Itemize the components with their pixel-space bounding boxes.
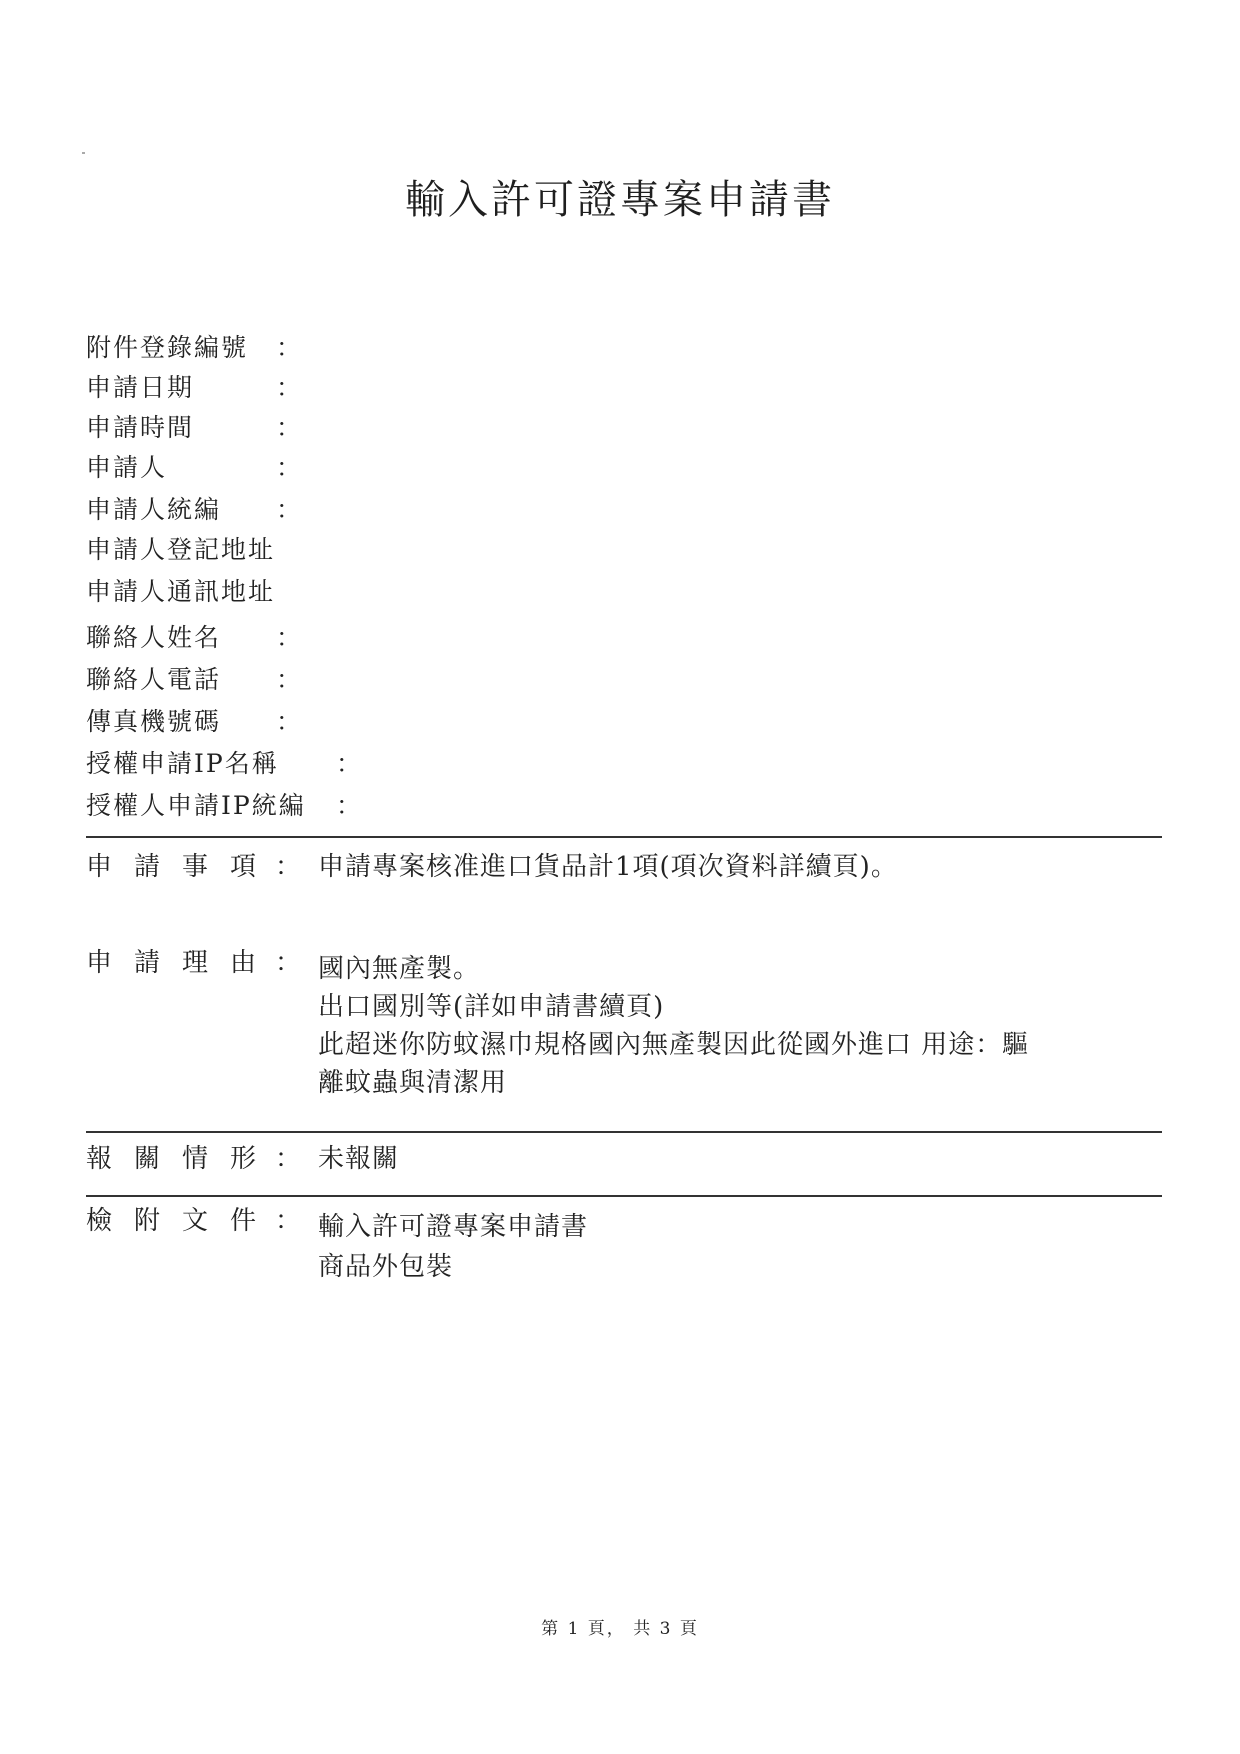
field-registered-address: 申請人登記地址	[86, 535, 276, 564]
label-char: 由	[230, 948, 259, 978]
field-colon: ：	[276, 453, 302, 482]
field-colon: ：	[276, 623, 302, 652]
field-attachment-reg-no: 附件登錄編號	[86, 333, 249, 362]
page-number-footer: 第 1 頁， 共 3 頁	[541, 1619, 699, 1639]
label-char: 情	[182, 1144, 211, 1174]
label-char: 關	[134, 1144, 163, 1174]
label-char: 申	[86, 948, 115, 978]
label-char: 項	[230, 852, 259, 882]
label-char: 請	[134, 948, 163, 978]
field-colon: ：	[276, 495, 302, 524]
field-colon: ：	[276, 707, 302, 736]
field-fax-number: 傳真機號碼	[86, 707, 222, 736]
attachment-item: 商品外包裝	[318, 1252, 454, 1282]
section-label-attachments	[86, 1200, 278, 1237]
section-label-customs-status	[86, 1138, 278, 1175]
scan-speck	[82, 152, 85, 154]
label-char: 事	[182, 852, 211, 882]
label-char: 文	[182, 1206, 211, 1236]
label-char: 件	[230, 1206, 259, 1236]
customs-status-value: 未報關	[318, 1144, 400, 1174]
field-applicant: 申請人	[86, 453, 168, 482]
label-char: 申	[86, 852, 115, 882]
section-divider	[86, 1131, 1162, 1133]
label-char: 檢	[86, 1206, 115, 1236]
field-colon: ：	[276, 665, 302, 694]
section-colon: ：	[275, 948, 302, 978]
reason-line: 國內無產製。	[318, 954, 481, 984]
label-char: 理	[182, 948, 211, 978]
field-colon: ：	[276, 373, 302, 402]
attachment-item: 輸入許可證專案申請書	[318, 1212, 589, 1242]
field-colon: ：	[336, 749, 362, 778]
section-label-application-reason	[86, 942, 278, 979]
reason-line: 此超迷你防蚊濕巾規格國內無產製因此從國外進口 用途：驅	[318, 1030, 1030, 1060]
field-authorized-ip-tax-id: 授權人申請IP統編	[86, 791, 306, 820]
section-label-application-item	[86, 846, 278, 883]
field-contact-name: 聯絡人姓名	[86, 623, 222, 652]
label-char: 形	[230, 1144, 259, 1174]
section-divider	[86, 836, 1162, 838]
reason-line: 出口國別等(詳如申請書續頁)	[318, 992, 665, 1022]
field-mailing-address: 申請人通訊地址	[86, 577, 276, 606]
field-contact-phone: 聯絡人電話	[86, 665, 222, 694]
label-char: 報	[86, 1144, 115, 1174]
field-colon: ：	[276, 413, 302, 442]
section-colon: ：	[275, 852, 302, 882]
field-applicant-tax-id: 申請人統編	[86, 495, 222, 524]
reason-line: 離蚊蟲與清潔用	[318, 1068, 508, 1098]
section-colon: ：	[275, 1206, 302, 1236]
field-colon: ：	[336, 791, 362, 820]
label-char: 請	[134, 852, 163, 882]
section-divider	[86, 1195, 1162, 1197]
section-colon: ：	[275, 1144, 302, 1174]
document-title: 輸入許可證專案申請書	[405, 177, 835, 223]
field-authorized-ip-name: 授權申請IP名稱	[86, 749, 279, 778]
application-item-value: 申請專案核准進口貨品計1項(項次資料詳續頁)。	[318, 852, 898, 882]
field-application-time: 申請時間	[86, 413, 195, 442]
label-char: 附	[134, 1206, 163, 1236]
field-colon: ：	[276, 333, 302, 362]
field-application-date: 申請日期	[86, 373, 195, 402]
